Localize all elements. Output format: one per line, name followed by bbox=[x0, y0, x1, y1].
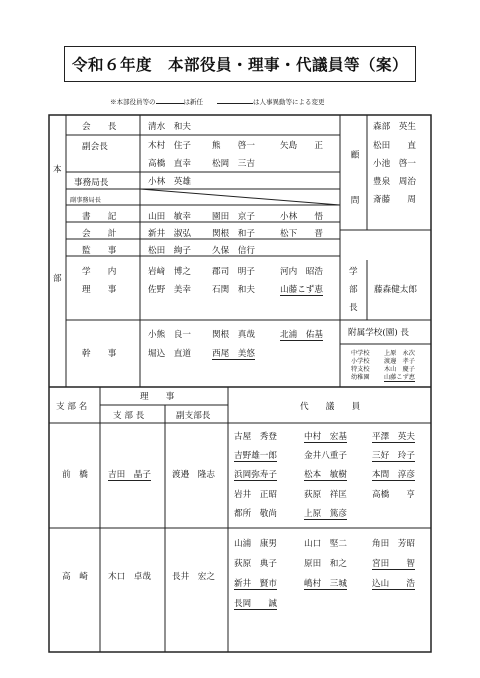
delegate: 上原 篤彦 bbox=[304, 509, 347, 519]
komon-name: 斎藤 周 bbox=[373, 195, 416, 205]
delegate: 山口 堅二 bbox=[304, 539, 347, 549]
role-fuku-jimukyokucho: 副事務局長 bbox=[70, 197, 101, 204]
header-riji: 理 事 bbox=[140, 392, 175, 402]
delegate: 古屋 秀登 bbox=[234, 432, 277, 442]
komon-label: 顧 問 bbox=[349, 150, 359, 218]
name: 山田 敏幸 bbox=[148, 212, 191, 222]
name: 関根 和子 bbox=[212, 229, 255, 239]
name: 松田 絢子 bbox=[148, 246, 191, 256]
delegate: 荻原 典子 bbox=[234, 559, 277, 569]
delegate: 中村 宏基 bbox=[304, 432, 347, 442]
fuzoku-school: 特支校 bbox=[351, 366, 370, 373]
gakubucho-name: 藤森健太郎 bbox=[374, 285, 417, 295]
name: 松岡 三吉 bbox=[212, 159, 255, 169]
gakubucho-label-3: 長 bbox=[349, 303, 358, 313]
fuzoku-school: 幼稚園 bbox=[351, 374, 370, 381]
honbu-label-2: 部 bbox=[53, 274, 62, 284]
delegate: 三好 玲子 bbox=[372, 451, 415, 461]
delegate: 長岡 誠 bbox=[234, 599, 277, 609]
name: 清水 和夫 bbox=[148, 122, 191, 132]
role-kaicho: 会 長 bbox=[82, 122, 117, 132]
fuzoku-name: 上原 永次 bbox=[384, 350, 415, 357]
name: 関根 真哉 bbox=[212, 330, 255, 340]
honbu-label-1: 本 bbox=[53, 165, 62, 175]
delegate: 角田 芳昭 bbox=[372, 539, 415, 549]
name: 石関 和夫 bbox=[212, 285, 255, 295]
role-fukukaicho: 副会長 bbox=[82, 142, 108, 152]
name: 熊 啓一 bbox=[212, 141, 255, 151]
name: 郡司 明子 bbox=[212, 267, 255, 277]
delegate: 新井 賢市 bbox=[234, 579, 277, 589]
delegate: 本間 淳彦 bbox=[372, 470, 415, 480]
note-text-b: は新任 bbox=[183, 98, 203, 106]
name: 河内 昭浩 bbox=[280, 267, 323, 277]
delegate: 込山 浩 bbox=[372, 579, 415, 589]
role-jimukyokucho: 事務局長 bbox=[74, 178, 109, 188]
fuzoku-label: 附属学校(園) 長 bbox=[348, 328, 409, 338]
name: 矢島 正 bbox=[280, 141, 323, 151]
komon-name: 小池 啓一 bbox=[373, 159, 416, 169]
note-text-c: は人事異動等による変更 bbox=[253, 98, 325, 106]
delegate: 高橋 亨 bbox=[372, 490, 415, 500]
name: 新井 淑弘 bbox=[148, 229, 191, 239]
header-fuku-shibucho: 副支部長 bbox=[176, 411, 211, 421]
fuzoku-name: 山藤こず恵 bbox=[384, 374, 415, 381]
branch-name-maebashi: 前 橋 bbox=[62, 470, 88, 480]
komon-name: 豊泉 周治 bbox=[373, 177, 416, 187]
delegate: 原田 和之 bbox=[304, 559, 347, 569]
header-daigiin: 代 議 員 bbox=[300, 402, 361, 412]
branch-chief: 木口 卓哉 bbox=[108, 572, 151, 582]
header-shibucho: 支 部 長 bbox=[113, 411, 145, 421]
name: 岩﨑 博之 bbox=[148, 267, 191, 277]
komon-name: 森部 英生 bbox=[373, 122, 416, 132]
delegate: 岩井 正昭 bbox=[234, 490, 277, 500]
gakubucho-label-1: 学 bbox=[349, 267, 358, 277]
fuzoku-name: 渡邊 孝子 bbox=[384, 358, 415, 365]
delegate: 金井八重子 bbox=[304, 451, 347, 461]
delegate: 浜岡弥寿子 bbox=[234, 470, 277, 480]
delegate: 平澤 英夫 bbox=[372, 432, 415, 442]
name: 佐野 美幸 bbox=[148, 285, 191, 295]
delegate: 宮田 智 bbox=[372, 559, 415, 569]
header-branch: 支 部 名 bbox=[56, 402, 88, 412]
name: 堀込 直道 bbox=[148, 349, 191, 359]
branch-deputy: 長井 宏之 bbox=[172, 572, 215, 582]
page-title: 令和６年度 本部役員・理事・代議員等（案） bbox=[64, 46, 416, 82]
role-kanji-2: 幹 事 bbox=[82, 349, 117, 359]
fuzoku-name: 木山 慶子 bbox=[384, 366, 415, 373]
fuzoku-school: 中学校 bbox=[351, 350, 370, 357]
name: 山藤こず恵 bbox=[280, 285, 323, 295]
branch-deputy: 渡邉 隆志 bbox=[172, 470, 215, 480]
name: 西尾 美悠 bbox=[212, 349, 255, 359]
name: 園田 京子 bbox=[212, 212, 255, 222]
gakubucho-label-2: 部 bbox=[349, 285, 358, 295]
note-text-a: ※本部役員等の bbox=[110, 98, 156, 106]
delegate: 荻原 祥匡 bbox=[304, 490, 347, 500]
name: 木村 住子 bbox=[148, 141, 191, 151]
delegate: 松本 敏樹 bbox=[304, 470, 347, 480]
name: 久保 信行 bbox=[212, 246, 255, 256]
branch-name-takasaki: 高 崎 bbox=[62, 572, 88, 582]
fuzoku-school: 小学校 bbox=[351, 358, 370, 365]
role-kaikei: 会 計 bbox=[82, 229, 117, 239]
name: 小林 英雄 bbox=[148, 177, 191, 187]
role-kanji: 監 事 bbox=[82, 246, 117, 256]
role-shoki: 書 記 bbox=[82, 212, 117, 222]
role-riji: 理 事 bbox=[82, 285, 117, 295]
komon-name: 松田 直 bbox=[373, 141, 416, 151]
role-gakunai: 学 内 bbox=[82, 267, 117, 277]
delegate: 山浦 康男 bbox=[234, 539, 277, 549]
name: 松下 晋 bbox=[280, 229, 323, 239]
name: 北浦 佑基 bbox=[280, 330, 323, 340]
delegate: 都所 敬尚 bbox=[234, 509, 277, 519]
delegate: 嶋村 三城 bbox=[304, 579, 347, 589]
delegate: 吉野雄一郎 bbox=[234, 451, 277, 461]
branch-chief: 吉田 晶子 bbox=[108, 470, 151, 480]
name: 小熊 良一 bbox=[148, 330, 191, 340]
name: 高橋 直幸 bbox=[148, 159, 191, 169]
name: 小林 悟 bbox=[280, 212, 323, 222]
